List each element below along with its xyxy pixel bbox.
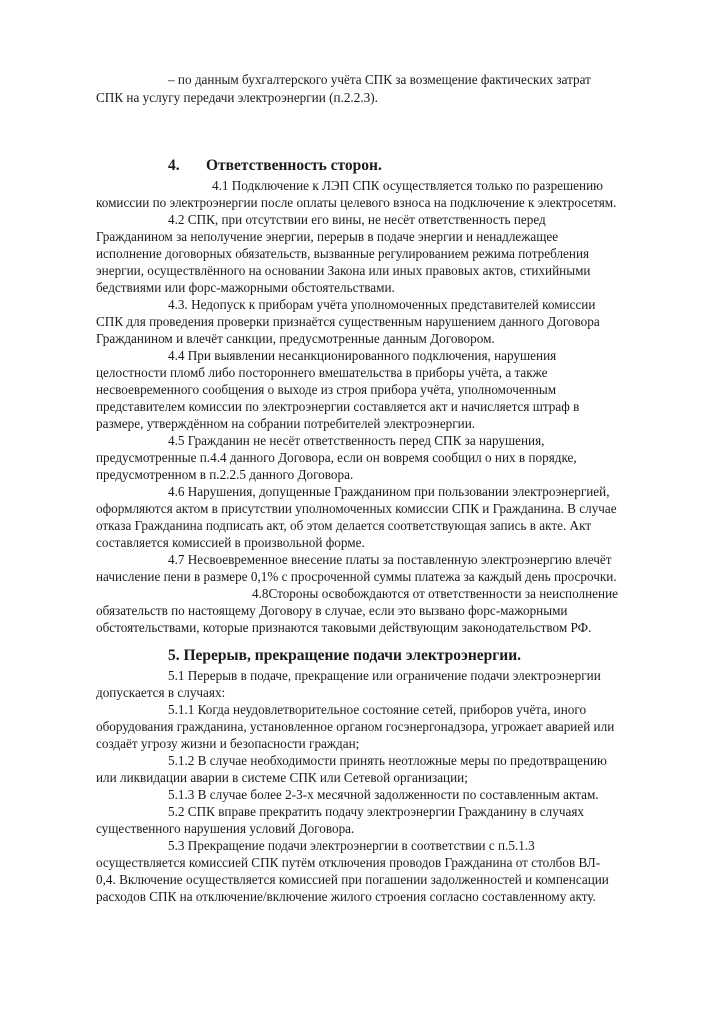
s5-line-9: 5.2 СПК вправе прекратить подачу электроэнергии Гражданину в случаях bbox=[168, 804, 584, 819]
s4-line-7: бедствиями или форс-мажорными обстоятельствами. bbox=[96, 280, 395, 295]
s4-line-15: размере, утверждённом на собрании потребителей электроэнергии. bbox=[96, 416, 476, 431]
s4-line-1: 4.1 Подключение к ЛЭП СПК осуществляется только по разрешению bbox=[212, 178, 604, 193]
s4-line-26: обязательств по настоящему Договору в случае, если это вызвано форс-мажорными bbox=[96, 603, 568, 618]
s5-line-7: или ликвидации аварии в системе СПК или Сетевой организации; bbox=[96, 770, 468, 785]
s5-line-13: 0,4. Включение осуществляется комиссией при погашении задолженностей и компенсации bbox=[96, 872, 609, 887]
s4-line-3: 4.2 СПК, при отсутствии его вины, не несёт ответственность перед bbox=[168, 212, 546, 227]
s4-line-23: 4.7 Несвоевременное внесение платы за поставленную электроэнергию влечёт bbox=[168, 552, 612, 567]
s5-line-14: расходов СПК на отключение/включение жилого строения согласно составленному акту. bbox=[96, 889, 596, 904]
s5-line-2: допускается в случаях: bbox=[96, 685, 226, 700]
s4-line-18: предусмотренном в п.2.2.5 данного Договора. bbox=[96, 467, 354, 482]
s4-line-12: целостности пломб либо постороннего вмешательства в приборы учёта, а также bbox=[96, 365, 548, 380]
s5-line-3: 5.1.1 Когда неудовлетворительное состояние сетей, приборов учёта, иного bbox=[168, 702, 587, 717]
s4-line-22: составляется комиссией в произвольной форме. bbox=[96, 535, 365, 550]
s4-line-11: 4.4 При выявлении несанкционированного подключения, нарушения bbox=[168, 348, 557, 363]
s4-line-25: 4.8Стороны освобождаются от ответственности за неисполнение bbox=[252, 586, 618, 601]
intro-line-2: СПК на услугу передачи электроэнергии (п.2.2.3). bbox=[96, 90, 378, 105]
s5-line-4: оборудования гражданина, установленное органом госэнергонадзора, угрожает аварией или bbox=[96, 719, 615, 734]
s5-line-10: существенного нарушения условий Договора. bbox=[96, 821, 355, 836]
s4-line-27: обстоятельствами, которые признаются таковыми действующим законодательством РФ. bbox=[96, 620, 592, 635]
s5-line-11: 5.3 Прекращение подачи электроэнергии в соответствии с п.5.1.3 bbox=[168, 838, 535, 853]
section-5-title: 5. Перерыв, прекращение подачи электроэнергии. bbox=[168, 647, 522, 664]
s4-line-10: Гражданином и влечёт санкции, предусмотренные данным Договором. bbox=[96, 331, 495, 346]
section-4-title: Ответственность сторон. bbox=[206, 157, 382, 174]
s4-line-13: несвоевременного сообщения о выходе из строя прибора учёта, уполномоченным bbox=[96, 382, 557, 397]
s4-line-20: оформляются актом в присутствии уполномоченных комиссии СПК и Гражданина. В случае bbox=[96, 501, 617, 516]
s5-line-8: 5.1.3 В случае более 2-3-х месячной задолженности по составленным актам. bbox=[168, 787, 599, 802]
s5-line-5: создаёт угрозу жизни и безопасности граждан; bbox=[96, 736, 360, 751]
s4-line-9: СПК для проведения проверки признаётся существенным нарушением данного Договора bbox=[96, 314, 600, 329]
s4-line-8: 4.3. Недопуск к приборам учёта уполномоченных представителей комиссии bbox=[168, 297, 596, 312]
s5-line-6: 5.1.2 В случае необходимости принять неотложные меры по предотвращению bbox=[168, 753, 607, 768]
intro-line-1: – по данным бухгалтерского учёта СПК за возмещение фактических затрат bbox=[168, 72, 591, 87]
s4-line-6: энергии, осуществлённого на основании Закона или иных правовых актов, стихийными bbox=[96, 263, 591, 278]
s4-line-4: Гражданином за неполучение энергии, перерыв в подаче энергии и ненадлежащее bbox=[96, 229, 559, 244]
s4-line-24: начисление пени в размере 0,1% с просроченной суммы платежа за каждый день просрочки. bbox=[96, 569, 617, 584]
s4-line-14: представителем комиссии по электроэнергии составляется акт и начисляется штраф в bbox=[96, 399, 580, 414]
s5-line-12: осуществляется комиссией СПК путём отключения проводов Гражданина от столбов ВЛ- bbox=[96, 855, 601, 870]
s4-line-19: 4.6 Нарушения, допущенные Гражданином при пользовании электроэнергией, bbox=[168, 484, 610, 499]
s4-line-21: отказа Гражданина подписать акт, об этом делается соответствующая запись в акте. Акт bbox=[96, 518, 592, 533]
s5-line-1: 5.1 Перерыв в подаче, прекращение или ограничение подачи электроэнергии bbox=[168, 668, 601, 683]
s4-line-17: предусмотренные п.4.4 данного Договора, если он вовремя сообщил о них в порядке, bbox=[96, 450, 577, 465]
s4-line-16: 4.5 Гражданин не несёт ответственность перед СПК за нарушения, bbox=[168, 433, 545, 448]
s4-line-5: исполнение договорных обязательств, вызванные регулированием режима потребления bbox=[96, 246, 590, 261]
s4-line-2: комиссии по электроэнергии после оплаты целевого взноса на подключение к электросетям. bbox=[96, 195, 617, 210]
section-4-number: 4. bbox=[168, 157, 180, 174]
